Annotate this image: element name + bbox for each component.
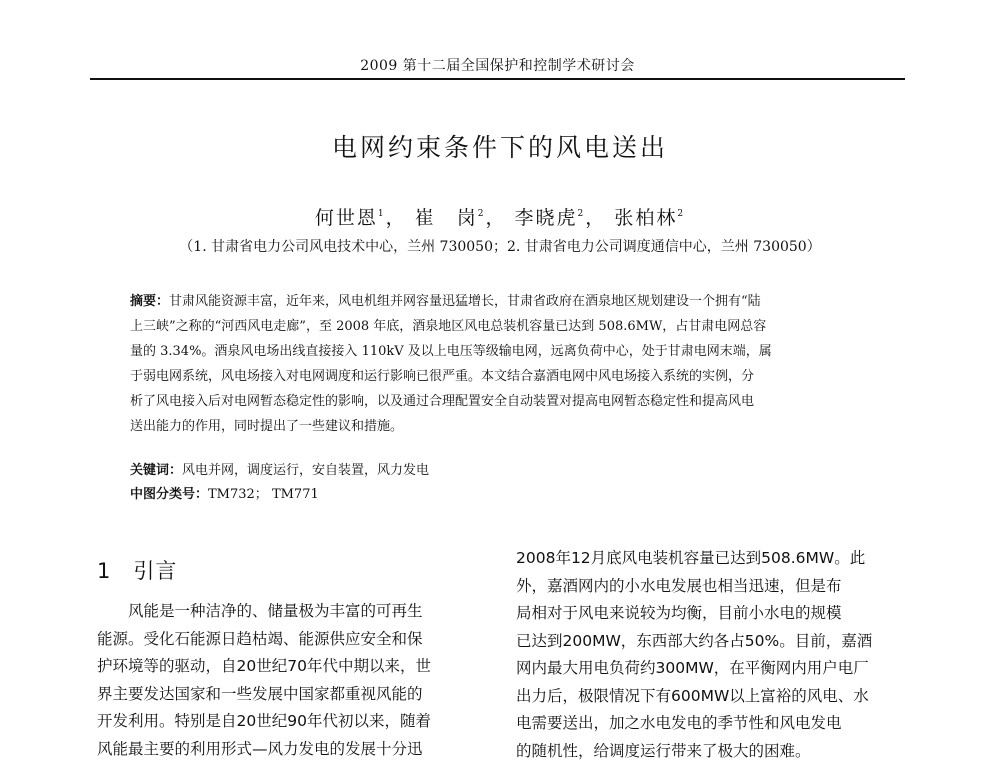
body-line: 的随机性，给调度运行带来了极大的困难。: [516, 738, 896, 765]
body-line: 局相对于风电来说较为均衡，目前小水电的规模: [516, 600, 896, 628]
keywords-label: 关键词：: [130, 463, 182, 478]
abstract-line: [130, 289, 865, 314]
abstract-line: 于弱电网系统，风电场接入对电网调度和运行影响已很严重。本文结合嘉酒电网中风电场接入系统的实例，分: [130, 364, 865, 389]
author-affiliation-mark: 2: [578, 209, 586, 219]
keywords-text: 风电并网，调度运行，安自装置，风力发电: [182, 463, 429, 478]
body-line: 网内最大用电负荷约300MW，在平衡网内用户电厂: [516, 655, 896, 683]
author-name: 李晓虎: [515, 207, 578, 229]
header-rule: [90, 78, 905, 80]
body-line: 风能是一种洁净的、储量极为丰富的可再生: [97, 598, 477, 626]
abstract-line: 上三峡”之称的“河西风电走廊”，至 2008 年底，酒泉地区风电总装机容量已达到 508.6MW，占甘肃电网总容: [130, 314, 865, 339]
section-title: 引言: [133, 559, 177, 583]
body-line: 护环境等的驱动，自20世纪70年代中期以来，世: [97, 653, 477, 681]
abstract-text: 甘肃风能资源丰富，近年来，风电机组并网容量迅猛增长，甘肃省政府在酒泉地区规划建设一个拥有“陆: [169, 294, 761, 309]
body-line: 2008年12月底风电装机容量已达到508.6MW。此: [516, 545, 896, 573]
author-affiliation-mark: 2: [677, 209, 685, 219]
left-column-text: [97, 598, 477, 763]
author-affiliation-mark: 2: [478, 209, 486, 219]
classification-label: 中图分类号：: [130, 487, 208, 502]
body-line: 外，嘉酒网内的小水电发展也相当迅速，但是布: [516, 573, 896, 601]
abstract: [130, 289, 865, 439]
right-column-text: [516, 545, 896, 765]
body-line: 界主要发达国家和一些发展中国家都重视风能的: [97, 681, 477, 709]
body-line: 已达到200MW，东西部大约各占50%。目前，嘉酒: [516, 628, 896, 656]
body-line: 电需要送出，加之水电发电的季节性和风电发电: [516, 710, 896, 738]
abstract-label: 摘要：: [130, 294, 169, 309]
paper-title: 电网约束条件下的风电送出: [0, 128, 1000, 164]
author-affiliation-mark: 1: [378, 209, 386, 219]
body-line: 能源。受化石能源日趋枯竭、能源供应安全和保: [97, 626, 477, 654]
section-number: 1: [97, 559, 111, 583]
author-list: [0, 203, 1000, 230]
classification-number: [130, 483, 865, 507]
author-name: 张柏林: [614, 207, 677, 229]
body-line: 风能最主要的利用形式—风力发电的发展十分迅: [97, 736, 477, 764]
running-header: 2009 第十二届全国保护和控制学术研讨会: [90, 55, 905, 75]
keywords: [130, 459, 865, 483]
author-separator: ，: [386, 207, 407, 229]
body-line: 开发利用。特别是自20世纪90年代初以来，随着: [97, 708, 477, 736]
author-name: 崔 岗: [415, 207, 478, 229]
abstract-line: 送出能力的作用，同时提出了一些建议和措施。: [130, 414, 865, 439]
author-name: 何世恩: [315, 207, 378, 229]
affiliation: （1. 甘肃省电力公司风电技术中心，兰州 730050；2. 甘肃省电力公司调度通信中心，兰州 730050）: [0, 236, 1000, 256]
abstract-line: 析了风电接入后对电网暂态稳定性的影响，以及通过合理配置安全自动装置对提高电网暂态稳定性和提高风电: [130, 389, 865, 414]
body-line: 出力后，极限情况下有600MW以上富裕的风电、水: [516, 683, 896, 711]
classification-text: TM732； TM771: [208, 487, 319, 502]
author-separator: ，: [485, 207, 506, 229]
abstract-line: 量的 3.34%。酒泉风电场出线直接接入 110kV 及以上电压等级输电网，远离负荷中心，处于甘肃电网末端，属: [130, 339, 865, 364]
section-heading: [97, 555, 177, 585]
author-separator: ，: [585, 207, 606, 229]
